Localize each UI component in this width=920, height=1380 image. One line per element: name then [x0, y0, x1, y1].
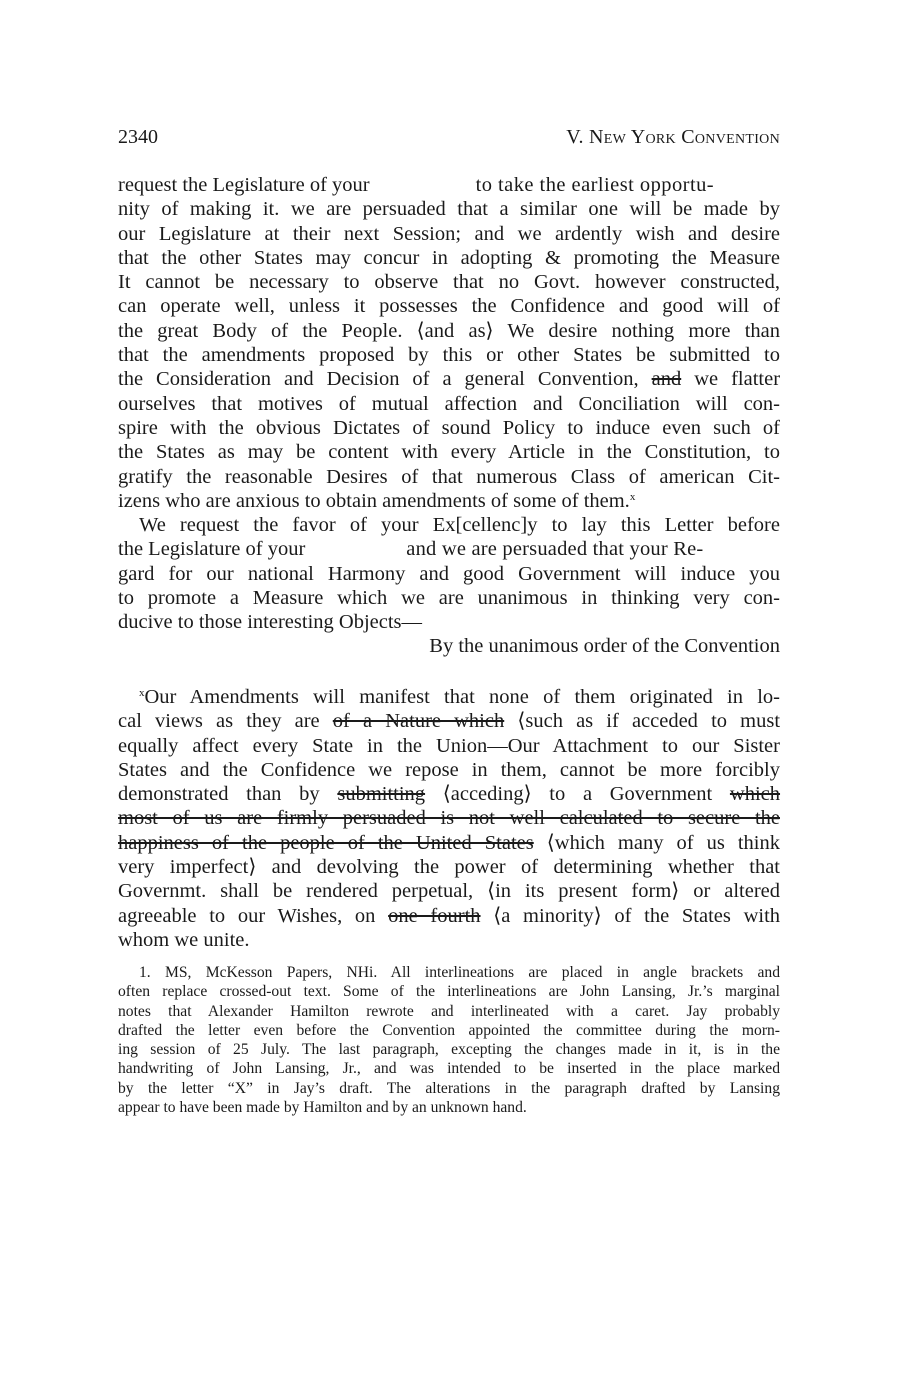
running-title: V. New York Convention: [566, 126, 780, 148]
text-line: cal views as they are of a Nature which ⟨such as if acceded to must: [118, 710, 781, 733]
text-line: the Legislature of your and we are persuaded that your Re-: [118, 538, 704, 561]
text-line: that the other States may concur in adopting & promoting the Measure: [118, 246, 780, 269]
struck-text: most of us are firmly persuaded is not well calculated to secure the: [118, 807, 780, 830]
footnote-line: notes that Alexander Hamilton rewrote and interlineated with a caret. Jay probably: [118, 1002, 780, 1020]
text-line: to promote a Measure which we are unanimous in thinking very con-: [118, 586, 780, 609]
struck-text: of a Nature which: [332, 710, 505, 733]
note-marker: x: [139, 687, 145, 699]
text-line: demonstrated than by submitting ⟨acceding⟩ to a Government which: [118, 783, 781, 806]
text-line: We request the favor of your Ex[cellenc]y to lay this Letter before: [139, 514, 780, 536]
text-line: agreeable to our Wishes, on one fourth ⟨a minority⟩ of the States with: [118, 904, 781, 927]
text-line: gard for our national Harmony and good Government will induce you: [118, 562, 780, 585]
lansing-paragraph: [118, 685, 780, 952]
text-line: gratify the reasonable Desires of that numerous Class of american Cit-: [118, 465, 780, 488]
text-line: the great Body of the People. ⟨and as⟩ We desire nothing more than: [118, 319, 780, 342]
text-line: request the Legislature of your to take the earliest opportu-: [118, 174, 715, 196]
text-line: our Legislature at their next Session; and we ardently wish and desire: [118, 222, 780, 245]
text-line: izens who are anxious to obtain amendments of some of them.$^x$: [118, 489, 636, 512]
struck-text: happiness of the people of the United States: [118, 831, 534, 854]
text-line: very imperfect⟩ and devolving the power of determining whether that: [118, 856, 780, 879]
footnote: [118, 963, 780, 1117]
page-header: [118, 123, 780, 151]
text-line: [118, 806, 780, 830]
footnote-line: ing session of 25 July. The last paragraph, excepting the changes made in it, is in the: [118, 1041, 780, 1059]
footnote-line: 1. MS, McKesson Papers, NHi. All interlineations are placed in angle brackets and: [139, 964, 780, 981]
struck-text: one fourth: [388, 904, 481, 927]
letter-paragraph-2: [118, 513, 780, 659]
text-line: It cannot be necessary to observe that no Govt. however constructed,: [118, 271, 780, 294]
struck-text: submitting: [337, 783, 426, 806]
struck-text: which: [729, 783, 781, 806]
footnote-line: by the letter “X” in Jay’s draft. The alterations in the paragraph drafted by Lansing: [118, 1079, 780, 1097]
text-line: equally affect every State in the Union—Our Attachment to our Sister: [118, 734, 780, 757]
text-line: ducive to those interesting Objects—: [118, 611, 423, 634]
footnote-line: often replace crossed-out text. Some of the interlineations are John Lansing, Jr.’s marginal: [118, 983, 780, 1001]
text-line: nity of making it. we are persuaded that a similar one will be made by: [118, 198, 780, 221]
footnote-line: appear to have been made by Hamilton and by an unknown hand.: [118, 1099, 527, 1117]
text-line: $^x$Our Amendments will manifest that none of them originated in lo-: [139, 686, 780, 708]
closing-line: By the unanimous order of the Convention: [429, 635, 780, 658]
letter-paragraph-1: [118, 173, 780, 513]
footnote-line: drafted the letter even before the Convention appointed the committee during the morn-: [118, 1021, 780, 1039]
text-line: happiness of the people of the United States ⟨which many of us think: [118, 831, 781, 854]
text-line: ourselves that motives of mutual affection and Conciliation will con-: [118, 392, 780, 415]
text-line: can operate well, unless it possesses the Confidence and good will of: [118, 295, 780, 318]
text-line: that the amendments proposed by this or other States be submitted to: [118, 344, 780, 367]
text-line: States and the Confidence we repose in them, cannot be more forcibly: [118, 758, 780, 781]
struck-text: and: [651, 368, 682, 391]
note-marker: x: [629, 490, 636, 503]
text-line: spire with the obvious Dictates of sound Policy to induce even such of: [118, 416, 780, 439]
text-line: the Consideration and Decision of a general Convention, and we flatter: [118, 368, 781, 391]
text-line: Governmt. shall be rendered perpetual, ⟨in its present form⟩ or altered: [118, 880, 780, 903]
text-line: whom we unite.: [118, 928, 250, 951]
page-number: 2340: [118, 126, 158, 148]
text-line: the States as may be content with every Article in the Constitution, to: [118, 441, 780, 464]
footnote-line: handwriting of John Lansing, Jr., and was intended to be inserted in the place marked: [118, 1060, 780, 1078]
